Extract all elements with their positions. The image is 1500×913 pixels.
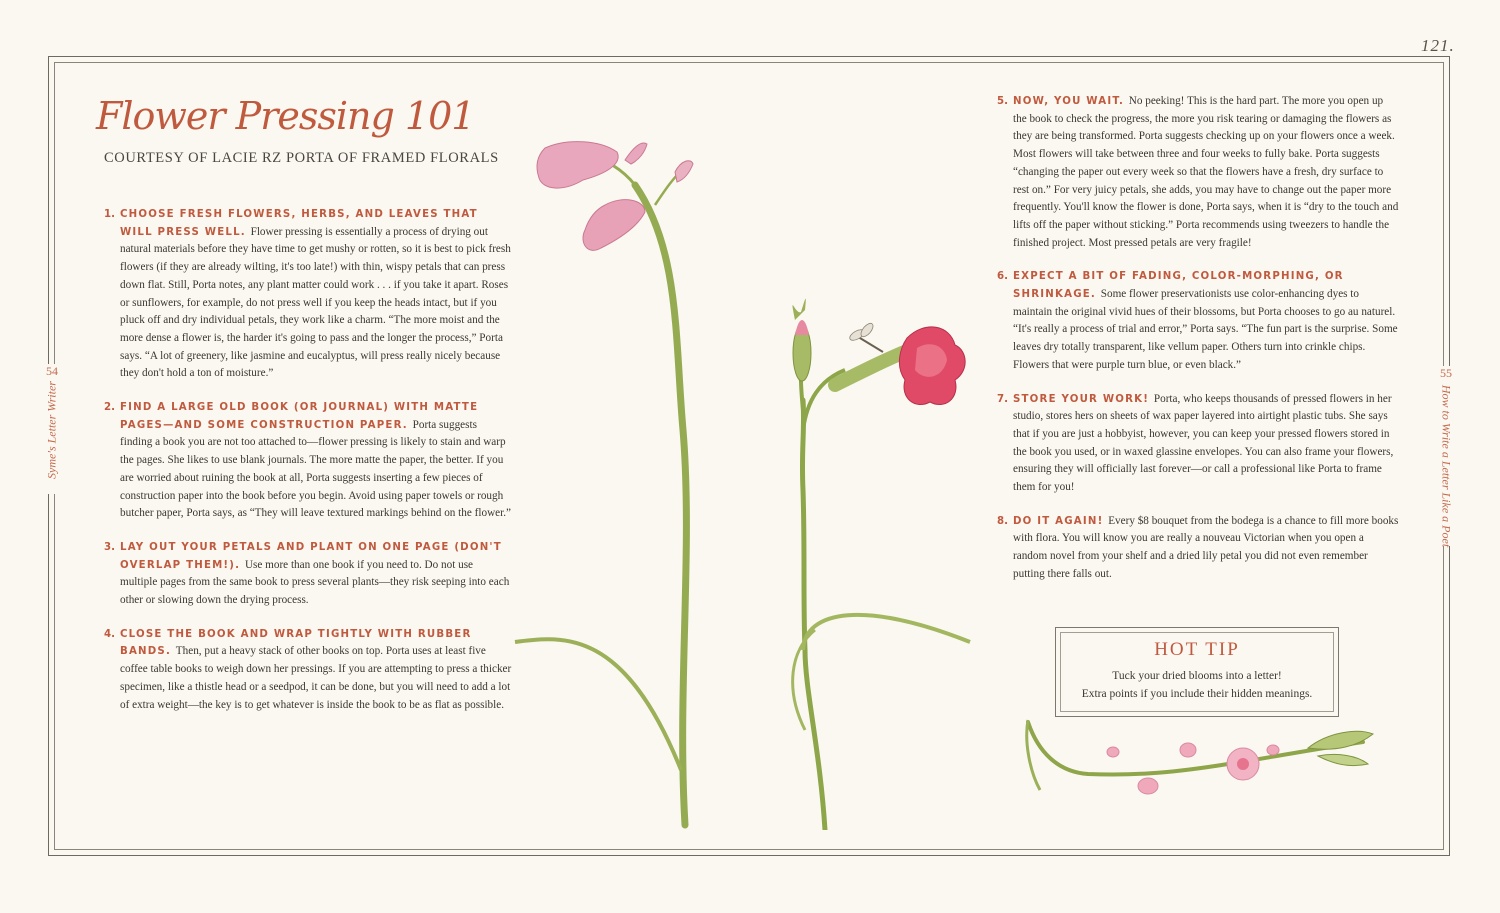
- step-number: 7.: [997, 393, 1008, 405]
- hot-tip-title: HOT TIP: [1154, 639, 1240, 660]
- step-item: [997, 391, 1399, 497]
- step-body: Flower pressing is essentially a process of drying out natural materials before they have time to get mushy or rotten, so it is best to pick fresh flowers (if they are already wilting, it's too late!) with thin, wispy petals that can press down flat. Still, Porta notes, any plant matter could work . . . if you take it apart. Roses or sunflowers, for example, do not press well if you keep the heads intact, but if you pluck off and dry individual petals, they work like a charm. “The more moist and the more dense a flower is, the harder it's going to pass and the longer the process,” Porta says. “A lot of greenery, like jasmine and eucalyptus, will press really nicely because they don't hold a ton of moisture.”: [120, 225, 511, 380]
- hot-tip-line-1: Tuck your dried blooms into a letter!: [1112, 670, 1282, 682]
- step-number: 4.: [104, 628, 115, 640]
- bluebell-illustration: [515, 142, 845, 825]
- step-body: Every $8 bouquet from the bodega is a chance to fill more books with flora. You will know you are really a nouveau Victorian when you open a random novel from your shelf and a dried lily petal you did not even remember putting there falls out.: [1013, 514, 1399, 580]
- article-subtitle: COURTESY OF LACIE RZ PORTA OF FRAMED FLORALS: [104, 150, 499, 166]
- article-title: Flower Pressing 101: [96, 94, 475, 138]
- blossom-branch-illustration: [1018, 712, 1378, 804]
- step-item: [104, 399, 512, 523]
- right-margin-label: [1436, 366, 1456, 546]
- hot-tip-inner-border: [1060, 632, 1334, 712]
- step-item: [997, 513, 1399, 584]
- step-item: [997, 93, 1399, 252]
- step-body: Then, put a heavy stack of other books on top. Porta uses at least five coffee table books to weigh down her pressings. If you are attempting to press a thicker specimen, like a thistle head or a seedpod, it can be done, but you will need to add a lot of extra weight—the key is to get whatever is inside the book to be as flat as possible.: [120, 645, 512, 711]
- step-heading: LAY OUT YOUR PETALS AND PLANT ON ONE PAGE (DON'T OVERLAP THEM!).: [120, 541, 502, 571]
- step-item: [104, 626, 512, 715]
- step-heading: EXPECT A BIT OF FADING, COLOR-MORPHING, OR SHRINKAGE.: [1013, 271, 1344, 301]
- step-heading: STORE YOUR WORK!: [1013, 393, 1154, 405]
- step-heading: DO IT AGAIN!: [1013, 515, 1109, 527]
- step-body: Some flower preservationists use color-enhancing dyes to maintain the original vivid hues of their blossoms, but Porta chooses to go au naturel. “It's really a process of trial and error,” Porta says. “The fun part is the surprise. Some leaves dry totally transparent, like vellum paper. Others turn into crinkle chips. Flowers that were purple turn blue, or even black.”: [1013, 288, 1398, 371]
- step-number: 1.: [104, 209, 115, 220]
- steps-right-column: [997, 93, 1399, 600]
- step-item: [997, 268, 1399, 374]
- step-number: 8.: [997, 515, 1008, 527]
- step-number: 6.: [997, 271, 1008, 283]
- right-page-number: 55: [1440, 366, 1452, 380]
- step-number: 2.: [104, 402, 115, 414]
- step-number: 5.: [997, 96, 1008, 107]
- step-heading: FIND A LARGE OLD BOOK (OR JOURNAL) WITH MATTE PAGES—AND SOME CONSTRUCTION PAPER.: [120, 402, 479, 431]
- hot-tip-line-2: Extra points if you include their hidden meanings.: [1081, 688, 1313, 700]
- step-body: No peeking! This is the hard part. The more you open up the book to check the progress, the more you risk tearing or damaging the flowers as they are being transformed. Porta suggests checking up on your flowers once a week. Most flowers will take between three and four weeks to fully bake. Porta suggests “changing the paper out every week so that the flowers have a fresh, dry surface to rest on.” For very juicy petals, she adds, you may have to change out the paper more frequently. You'll know the flower is done, Porta says, when it is “dry to the touch and lifts off the paper without sticking.” Porta recommends using tweezers to handle the finished project. Most pressed petals are very fragile!: [1013, 95, 1399, 249]
- left-margin-label: [42, 364, 62, 494]
- left-page-number: 54: [46, 364, 58, 378]
- step-heading: CLOSE THE BOOK AND WRAP TIGHTLY WITH RUBBER BANDS.: [120, 628, 472, 658]
- step-body: Porta, who keeps thousands of pressed flowers in her studio, stores hers on sheets of wax paper layered into airtight plastic tubs. She says that if you are just a hobbyist, however, you can keep your pressed flowers stored in the book you used, or in waxed glassine envelopes. You can also frame your flowers, ensuring they will officially last forever—or call a professional like Porta to frame them for you!: [1013, 392, 1394, 494]
- step-item: [104, 206, 512, 383]
- carnation-illustration: [793, 299, 970, 830]
- left-running-head: Syme's Letter Writer: [44, 381, 59, 479]
- step-heading: NOW, YOU WAIT.: [1013, 96, 1129, 107]
- steps-left-column: [104, 206, 512, 730]
- step-number: 3.: [104, 541, 115, 553]
- step-heading: CHOOSE FRESH FLOWERS, HERBS, AND LEAVES THAT WILL PRESS WELL.: [120, 209, 478, 238]
- step-item: [104, 539, 512, 610]
- step-body: Use more than one book if you need to. Do not use multiple pages from the same book to press several plants—they risk seeping into each other or slowing down the drying process.: [120, 558, 510, 607]
- page-number-top: 121.: [1421, 36, 1455, 55]
- step-body: Porta suggests finding a book you are not too attached to—flower pressing is likely to stain and warp the pages. She likes to use blank journals. The more matte the paper, the better. If you are worried about ruining the book at all, Porta suggests inserting a few pieces of construction paper into the book before you begin. Avoid using paper towels or rough butcher paper, Porta says, as “They will leave textured markings behind on the flower.”: [120, 418, 511, 520]
- hot-tip-box: [1055, 627, 1339, 717]
- right-running-head: How to Write a Letter Like a Poet: [1439, 384, 1454, 548]
- botanical-illustration: [505, 130, 980, 830]
